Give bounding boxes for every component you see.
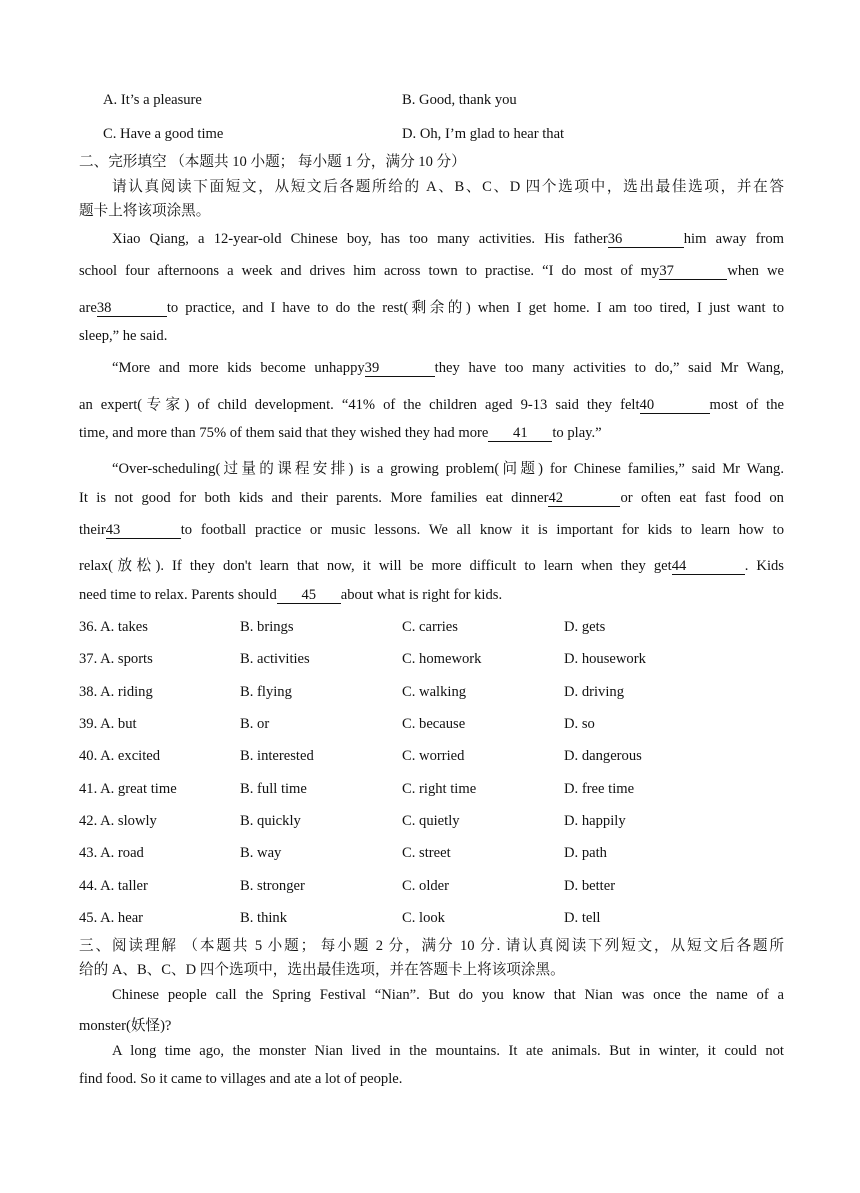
passage-text: school four afternoons a week and drives him across town to practise. “I do most of my	[79, 263, 660, 279]
option-c: C. homework	[402, 651, 482, 667]
option-d: D. dangerous	[564, 748, 642, 764]
choice-b: B. Good, thank you	[402, 92, 517, 108]
option-a: 36. A. takes	[79, 619, 148, 635]
blank-40: 40	[640, 397, 710, 414]
option-a: 38. A. riding	[79, 684, 153, 700]
option-a: 39. A. but	[79, 716, 137, 732]
passage-text: most of the	[709, 397, 784, 413]
choice-c: C. Have a good time	[103, 126, 224, 142]
blank-45: 45	[277, 587, 341, 604]
passage-line	[79, 490, 784, 507]
passage-text: are	[79, 300, 97, 316]
option-b: B. think	[240, 910, 288, 926]
option-a: 43. A. road	[79, 845, 144, 861]
option-d: D. better	[564, 878, 616, 894]
passage-text: Xiao Qiang, a 12-year-old Chinese boy, has too many activities. His father	[112, 231, 608, 247]
option-d: D. path	[564, 845, 607, 861]
option-c: C. older	[402, 878, 450, 894]
section2-heading: 二、完形填空 （本题共 10 小题； 每小题 1 分，满分 10 分）	[79, 154, 466, 170]
option-a: 44. A. taller	[79, 878, 148, 894]
option-d: D. so	[564, 716, 595, 732]
passage-text: need time to relax. Parents should	[79, 587, 277, 603]
option-c: C. quietly	[402, 813, 460, 829]
option-b: B. brings	[240, 619, 294, 635]
passage-text: relax(放松). If they don't learn that now, it will be more difficult to learn when they get	[79, 558, 672, 574]
option-d: D. free time	[564, 781, 635, 797]
reading-line: monster(妖怪)?	[79, 1018, 172, 1034]
passage-text: It is not good for both kids and their parents. More families eat dinner	[79, 490, 549, 506]
section2-instruction-line2: 题卡上将该项涂黑。	[79, 203, 211, 219]
option-a: 41. A. great time	[79, 781, 177, 797]
choice-d: D. Oh, I’m glad to hear that	[402, 126, 565, 142]
passage-line	[79, 522, 784, 539]
passage-text: about what is right for kids.	[340, 587, 503, 603]
option-c: C. right time	[402, 781, 477, 797]
option-d: D. tell	[564, 910, 601, 926]
passage-line	[112, 231, 784, 248]
option-c: C. street	[402, 845, 451, 861]
option-b: B. activities	[240, 651, 310, 667]
option-b: B. full time	[240, 781, 307, 797]
option-b: B. interested	[240, 748, 314, 764]
blank-44: 44	[672, 558, 745, 575]
passage-line: “Over-scheduling(过量的课程安排) is a growing problem(问题) for Chinese families,” said Mr Wang.	[112, 461, 784, 477]
passage-line	[79, 263, 784, 280]
option-b: B. way	[240, 845, 282, 861]
option-c: C. worried	[402, 748, 465, 764]
passage-text: . Kids	[744, 558, 784, 574]
choice-a: A. It’s a pleasure	[103, 92, 202, 108]
section3-heading-line1: 三、阅读理解 （本题共 5 小题； 每小题 2 分，满分 10 分. 请认真阅读下列短文，从短文后各题所	[79, 938, 784, 954]
passage-line	[79, 425, 602, 442]
passage-line	[79, 554, 784, 575]
section3-heading-line2: 给的 A、B、C、D 四个选项中，选出最佳选项，并在答题卡上将该项涂黑。	[79, 962, 565, 978]
reading-line: Chinese people call the Spring Festival “Nian”. But do you know that Nian was once the name of a	[112, 987, 784, 1003]
passage-line	[112, 360, 784, 377]
blank-38: 38	[97, 300, 167, 317]
section2-instruction-line1: 请认真阅读下面短文，从短文后各题所给的 A、B、C、D 四个选项中，选出最佳选项，并在答	[112, 179, 784, 195]
blank-42: 42	[548, 490, 620, 507]
passage-text: their	[79, 522, 106, 538]
blank-41: 41	[488, 425, 552, 442]
reading-line: A long time ago, the monster Nian lived in the mountains. It ate animals. But in winter, it could not	[112, 1043, 784, 1059]
passage-line: sleep,” he said.	[79, 328, 168, 344]
blank-43: 43	[106, 522, 181, 539]
option-d: D. housework	[564, 651, 646, 667]
passage-text: “More and more kids become unhappy	[112, 360, 365, 376]
passage-text: an expert(专家) of child development. “41% of the children aged 9-13 said they felt	[79, 397, 640, 413]
option-c: C. walking	[402, 684, 467, 700]
blank-37: 37	[659, 263, 727, 280]
option-d: D. gets	[564, 619, 606, 635]
passage-text: to play.”	[552, 425, 602, 441]
option-d: D. happily	[564, 813, 626, 829]
reading-line: find food. So it came to villages and ate a lot of people.	[79, 1071, 403, 1087]
option-d: D. driving	[564, 684, 624, 700]
option-c: C. look	[402, 910, 445, 926]
option-c: C. because	[402, 716, 466, 732]
passage-line	[79, 587, 502, 604]
blank-39: 39	[365, 360, 435, 377]
passage-text: they have too many activities to do,” said Mr Wang,	[434, 360, 784, 376]
option-b: B. quickly	[240, 813, 301, 829]
passage-text: time, and more than 75% of them said that they wished they had more	[79, 425, 489, 441]
passage-text: to football practice or music lessons. We all know it is important for kids to learn how to	[180, 522, 784, 538]
option-b: B. stronger	[240, 878, 305, 894]
passage-text: him away from	[683, 231, 784, 247]
passage-line	[79, 296, 784, 317]
option-a: 37. A. sports	[79, 651, 153, 667]
option-b: B. flying	[240, 684, 292, 700]
passage-text: when we	[727, 263, 784, 279]
option-b: B. or	[240, 716, 270, 732]
option-c: C. carries	[402, 619, 458, 635]
option-a: 45. A. hear	[79, 910, 144, 926]
passage-line	[79, 393, 784, 414]
blank-36: 36	[608, 231, 684, 248]
passage-text: to practice, and I have to do the rest(剩余的) when I get home. I am too tired, I just want to	[166, 300, 784, 316]
passage-text: or often eat fast food on	[620, 490, 784, 506]
option-a: 42. A. slowly	[79, 813, 157, 829]
option-a: 40. A. excited	[79, 748, 161, 764]
